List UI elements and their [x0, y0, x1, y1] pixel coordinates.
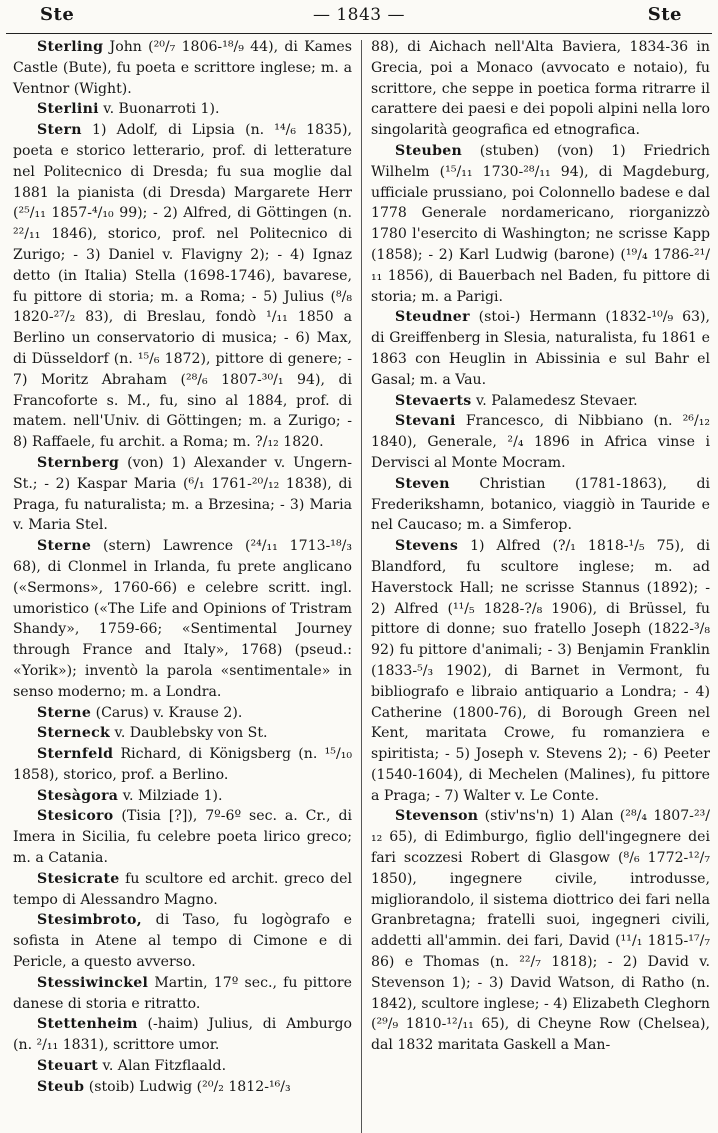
entry-text: (Tisia [?]), 7º-6º sec. a. Cr., di Imera in Sicilia, fu celebre poeta lirico greco; m. a Catania. [13, 808, 352, 867]
entry-headword: Stesimbroto, [37, 912, 142, 929]
entry-text: (von) 1) Alexander v. Ungern-St.; - 2) Kaspar Maria (⁶/₁ 1761-²⁰/₁₂ 1838), di Praga, fu naturalista; m. a Brzesina; - 3) Maria v. Maria Stel. [13, 454, 352, 534]
entry-text: fu scultore ed archit. greco del tempo di Alessandro Magno. [13, 870, 352, 908]
dictionary-entry [13, 703, 352, 724]
entry-text: 1) Alfred (?/₁ 1818-¹/₅ 75), di Blandford, fu scultore inglese; m. ad Haverstock Hall; ne scrisse Stannus (1892); - 2) Alfred (¹¹/₅ 1828-?/₈ 1906), di Brüssel, fu pittore di donne; suo fratello Joseph (1822-³/₈ 92) fu pittore d'animali; - 3) Benjamin Franklin (1833-⁵/₃ 1902), di Barnet in Vermont, fu bibliografo e libraio antiquario a Londra; - 4) Catherine (1800-76), di Borough Green nel Kent, maritata Crowe, fu romanziera e spiritista; - 5) Joseph v. Stevens 2); - 6) Peeter (1540-1604), di Mechelen (Malines), fu pittore a Praga; - 7) Walter v. Le Conte. [371, 538, 710, 804]
entry-headword: Stevaerts [395, 392, 472, 409]
entry-headword: Stesàgora [37, 787, 119, 804]
page-number: — 1843 — [312, 5, 406, 25]
entry-headword: Stessiwinckel [37, 974, 149, 991]
entry-text: (Carus) v. Krause 2). [91, 704, 243, 721]
dictionary-entry [13, 453, 352, 536]
entry-headword: Stevenson [395, 808, 479, 825]
dictionary-entry [13, 910, 352, 972]
dictionary-entry [13, 786, 352, 807]
entry-headword: Stesicoro [37, 808, 114, 825]
entry-headword: Sternberg [37, 454, 120, 471]
dictionary-entry [13, 869, 352, 911]
entry-headword: Sterneck [37, 725, 111, 742]
dictionary-entry [13, 1077, 352, 1098]
dictionary-entry [371, 307, 710, 390]
entry-text: Martin, 17º sec., fu pittore danese di storia e ritratto. [13, 974, 352, 1012]
header-left-keyword: Ste [40, 4, 75, 25]
entry-headword: Steven [395, 475, 450, 492]
entry-text: 88), di Aichach nell'Alta Baviera, 1834-36 in Grecia, poi a Monaco (avvocato e notaio), fu scrittore, che seppe in poetica forma ritrarre il carattere dei paesi e dei popoli alpini nella loro singolarità geografica ed etnografica. [371, 39, 710, 139]
dictionary-entry [13, 1014, 352, 1056]
dictionary-entry [13, 744, 352, 786]
dictionary-entry [371, 474, 710, 536]
dictionary-entry [371, 806, 710, 1056]
entry-text: Francesco, di Nibbiano (n. ²⁶/₁₂ 1840), Generale, ²/₄ 1896 in Africa vinse i Dervisci al Monte Mocram. [371, 413, 710, 471]
entry-text: Richard, di Königsberg (n. ¹⁵/₁₀ 1858), storico, prof. a Berlino. [13, 746, 352, 783]
entry-text: v. Alan Fitzflaald. [98, 1058, 227, 1075]
entry-headword: Stevani [395, 413, 456, 430]
entry-headword: Steudner [395, 309, 470, 326]
entry-text: Christian (1781-1863), di Frederikshamn, botanico, viaggiò in Tauride e nel Caucaso; m. a Simferop. [371, 475, 710, 534]
entry-headword: Sternfeld [37, 746, 114, 763]
entry-headword: Sterne [37, 704, 92, 721]
entry-headword: Steub [37, 1078, 85, 1095]
entry-headword: Stern [37, 122, 82, 139]
entry-text: v. Milziade 1). [118, 787, 223, 804]
page-header [0, 0, 718, 34]
entry-text: (stoi-) Hermann (1832-¹⁰/₉ 63), di Greiffenberg in Slesia, naturalista, fu 1861 e 1863 con Heuglin in Abissinia e sul Bahr el Gasal; m. a Vau. [371, 309, 710, 388]
entry-text: (stiv'ns'n) 1) Alan (²⁸/₄ 1807-²³/₁₂ 65), di Edimburgo, figlio dell'ingegnere dei fari scozzesi Robert di Glasgow (⁸/₆ 1772-¹²/₇ 1850), ingegnere civile, introdusse, migliorandolo, il sistema diottrico dei fari nella Granbretagna; fratelli suoi, ingegneri civili, addetti all'ammin. dei fari, David (¹¹/₁ 1815-¹⁷/₇ 86) e Thomas (n. ²²/₇ 1818); - 2) David v. Stevenson 1); - 3) David Watson, di Ratho (n. 1842), scultore inglese; - 4) Elizabeth Cleghorn (²⁹/₉ 1810-¹²/₁₁ 65), di Cheyne Row (Chelsea), dal 1832 maritata Gaskell a Man- [371, 808, 710, 1054]
dictionary-entry [13, 37, 352, 99]
dictionary-entry [13, 1056, 352, 1077]
entry-text: John (²⁰/₇ 1806-¹⁸/₉ 44), di Kames Castle (Bute), fu poeta e scrittore inglese; m. a Ventnor (Wight). [13, 39, 352, 97]
right-column [371, 37, 710, 1056]
entry-text: di Taso, fu logògrafo e sofista in Atene al tempo di Cimone e di Pericle, a questo avverso. [13, 912, 352, 971]
dictionary-entry [371, 391, 710, 412]
header-right-keyword: Ste [647, 4, 682, 25]
dictionary-entry [13, 723, 352, 744]
entry-text: (stuben) (von) 1) Friedrich Wilhelm (¹⁵/₁₁ 1730-²⁸/₁₁ 94), di Magdeburg, ufficiale prussiano, poi Colonnello badese e dal 1778 Generale nordamericano, riorganizzò 1780 l'esercito di Washington; ne scrisse Kapp (1858); - 2) Karl Ludwig (barone) (¹⁹/₄ 1786-²¹/₁₁ 1856), di Bauerbach nel Baden, fu pittore di storia; m. a Parigi. [371, 142, 710, 305]
entry-headword: Stevens [395, 538, 459, 555]
dictionary-entry [13, 973, 352, 1015]
entry-text: v. Palamedesz Stevaer. [471, 392, 638, 409]
entry-headword: Stettenheim [37, 1016, 138, 1033]
left-column [13, 37, 352, 1098]
entry-headword: Stesicrate [37, 870, 120, 887]
dictionary-entry [371, 411, 710, 473]
entry-text: 1) Adolf, di Lipsia (n. ¹⁴/₆ 1835), poeta e storico letterario, prof. di letterature nel Politecnico di Dresda; fu sua moglie dal 1881 la pianista (di Dresda) Margarete Herr (²⁵/₁₁ 1857-⁴/₁₀ 99); - 2) Alfred, di Göttingen (n. ²²/₁₁ 1846), storico, prof. nel Politecnico di Zurigo; - 3) Daniel v. Flavigny 2); - 4) Ignaz detto (in Italia) Stella (1698-1746), bavarese, fu pittore di storia; m. a Roma; - 5) Julius (⁸/₈ 1820-²⁷/₂ 83), di Breslau, fondò ¹/₁₁ 1850 a Berlino un conservatorio di musica; - 6) Max, di Düsseldorf (n. ¹⁵/₆ 1872), pittore di genere; - 7) Moritz Abraham (²⁸/₆ 1807-³⁰/₁ 94), di Francoforte s. M., fu, sino al 1884, prof. di matem. nell'Univ. di Göttingen; m. a Zurigo; - 8) Raffaele, fu archit. a Roma; m. ?/₁₂ 1820. [13, 122, 352, 451]
entry-text: (stoib) Ludwig (²⁰/₂ 1812-¹⁶/₃ [84, 1078, 291, 1095]
entry-headword: Steuart [37, 1058, 99, 1075]
entry-text: v. Daublebsky von St. [110, 725, 268, 742]
entry-headword: Sterne [37, 538, 92, 555]
dictionary-entry [13, 120, 352, 453]
dictionary-entry [13, 536, 352, 702]
column-divider [361, 40, 362, 1133]
entry-text: (-haim) Julius, di Amburgo (n. ²/₁₁ 1831), scrittore umor. [13, 1016, 352, 1054]
entry-text: (stern) Lawrence (²⁴/₁₁ 1713-¹⁸/₃ 68), di Clonmel in Irlanda, fu prete anglicano («Sermons», 1760-66) e celebre scritt. ingl. umoristico («The Life and Opinions of Tristram Shandy», 1759-66; «Sentimental Journey through France and Italy», 1768) (pseud.: «Yorik»); inventò la parola «sentimentale» in senso moderno; m. a Londra. [13, 538, 352, 700]
dictionary-entry [371, 536, 710, 806]
entry-headword: Sterlini [37, 101, 99, 118]
dictionary-entry [371, 37, 710, 141]
entry-headword: Steuben [395, 142, 463, 159]
dictionary-entry [13, 806, 352, 868]
entry-text: v. Buonarroti 1). [98, 101, 220, 118]
header-rule [6, 33, 712, 34]
dictionary-entry [371, 141, 710, 307]
entry-headword: Sterling [37, 39, 104, 55]
dictionary-entry [13, 99, 352, 120]
